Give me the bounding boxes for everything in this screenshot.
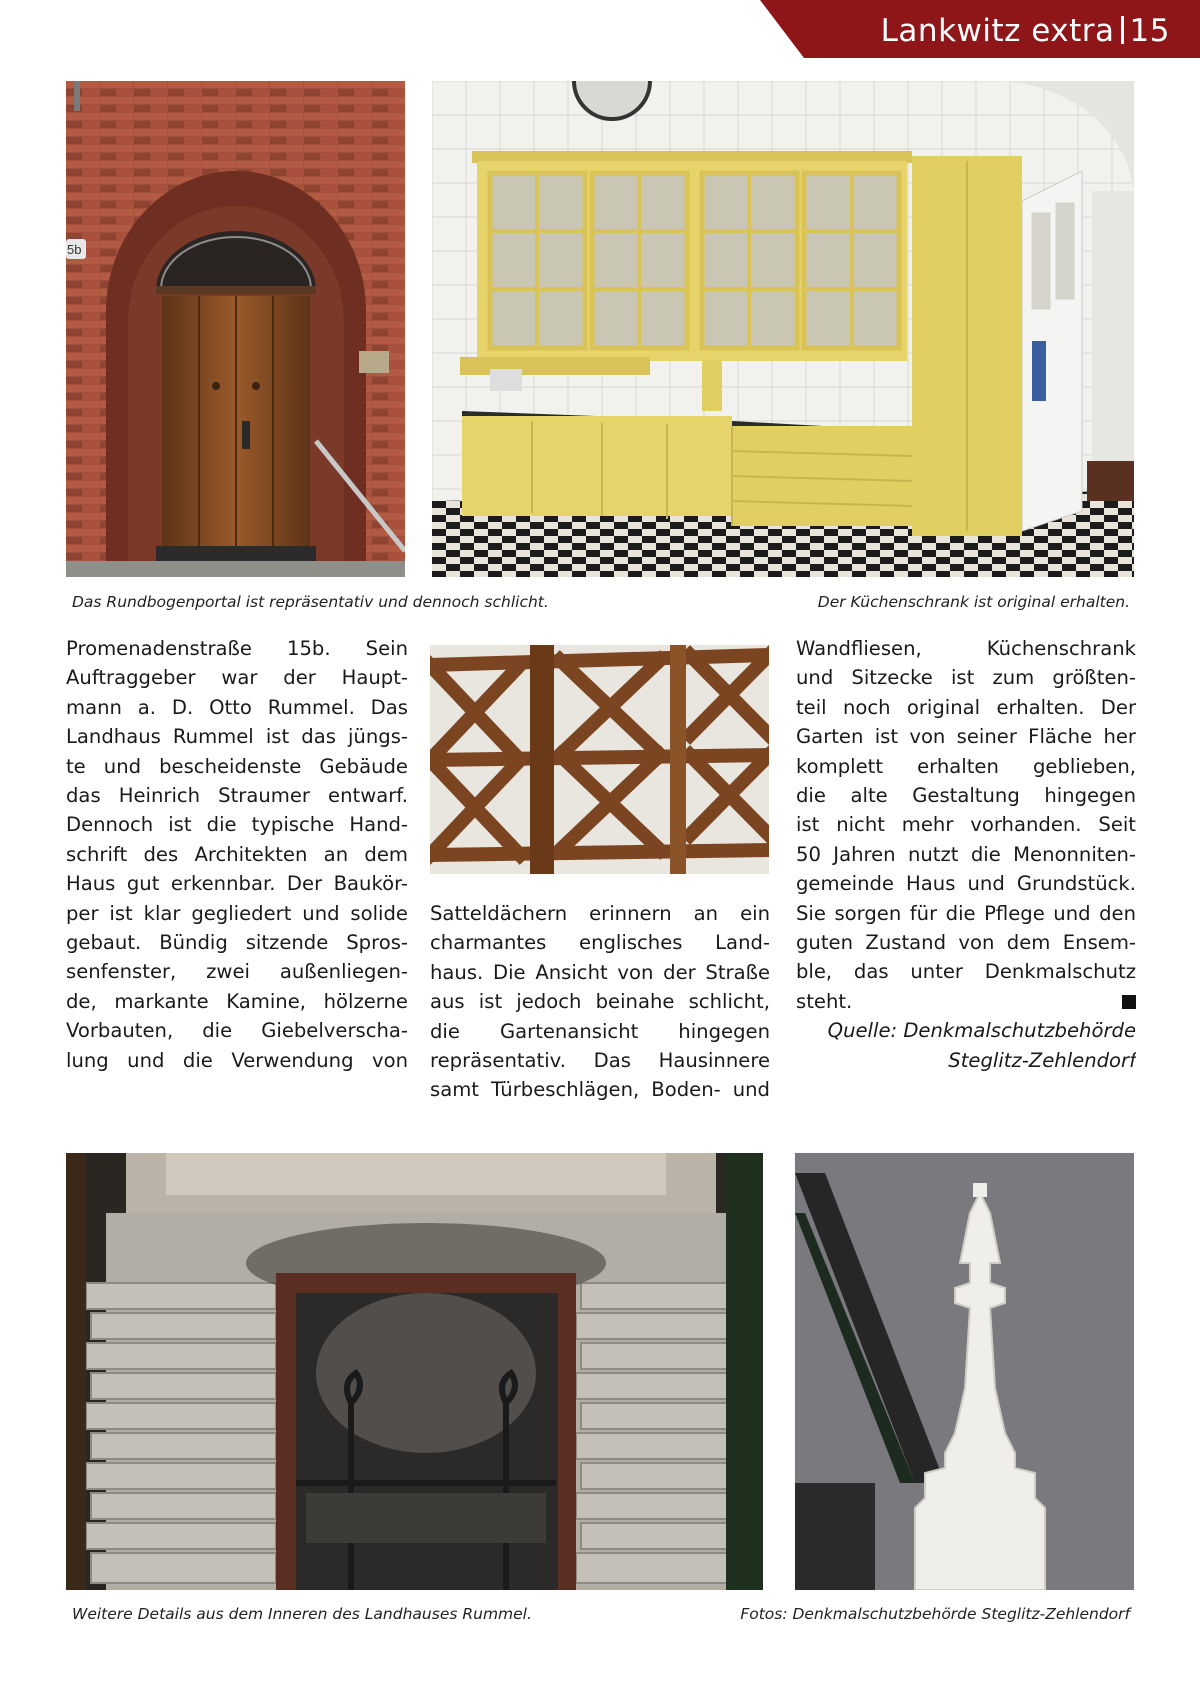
article-line: 50 Jahren nutzt die Menonniten- [796,842,1136,866]
source-line: Quelle: Denkmalschutzbehörde [827,1019,1136,1043]
article-line: repräsentativ. Das Hausinnere [430,1049,770,1073]
article-column-2 [430,899,770,1105]
header-separator [1121,16,1124,44]
article-line: mann a. D. Otto Rummel. Das [66,695,408,719]
article-line: ble, das unter Denkmalschutz [796,960,1136,984]
caption-details: Weitere Details aus dem Inneren des Landhauses Rummel. [72,1605,532,1623]
source-line: Steglitz-Zehlendorf [948,1048,1136,1072]
article-line: teil noch original erhalten. Der [796,695,1136,719]
article-line: gebaut. Bündig sitzende Spros- [66,931,408,955]
article-line: komplett erhalten geblieben, [796,754,1136,778]
article-line: Promenadenstraße 15b. Sein [66,637,408,660]
article-line: gemeinde Haus und Grundstück. [796,872,1136,896]
article-line: Satteldächern erinnern an ein [430,902,770,925]
page-number: 15 [1129,13,1170,49]
article-line: ist nicht mehr vorhanden. Seit [796,813,1136,837]
article-line: Sie sorgen für die Pflege und den [796,901,1136,925]
photo-newel-post [795,1153,1134,1590]
article-column-3 [796,634,1136,1075]
photo-round-arch-portal [66,81,405,577]
article-line: Dennoch ist die typische Hand- [66,813,408,837]
article-line: Landhaus Rummel ist das jüngs- [66,725,408,749]
article-line: aus ist jedoch beinahe schlicht, [430,990,770,1014]
house-number-sign: 5b [67,242,82,257]
article-line: haus. Die Ansicht von der Straße [430,960,770,984]
page-header-text [881,13,1170,49]
article-line: Garten ist von seiner Fläche her [796,725,1136,749]
article-line: die alte Gestaltung hingegen [796,784,1136,808]
article-line: charmantes englisches Land- [430,931,770,955]
article-line: schrift des Architekten an dem [66,842,408,866]
article-line: und Sitzecke ist zum größten- [796,666,1136,690]
article-line: de, markante Kamine, hölzerne [66,989,408,1013]
article-line: per ist klar gegliedert und solide [66,901,408,925]
article-line: senfenster, zwei außenliegen- [66,960,408,984]
article-line: guten Zustand von dem Ensem- [796,931,1136,955]
photo-credits: Fotos: Denkmalschutzbehörde Steglitz-Zehlendorf [740,1605,1130,1623]
article-line: samt Türbeschlägen, Boden- und [430,1078,770,1102]
article-line: Auftraggeber war der Haupt- [66,666,408,690]
article-line: Wandfliesen, Küchenschrank [796,637,1136,660]
photo-wooden-lattice [430,645,769,874]
article-line: Vorbauten, die Giebelverscha- [66,1019,408,1043]
article-column-1 [66,634,408,1075]
article-line: die Gartenansicht hingegen [430,1019,770,1043]
section-title: Lankwitz extra [880,13,1115,49]
caption-portal: Das Rundbogenportal ist repräsentativ und dennoch schlicht. [72,593,549,611]
article-line: lung und die Verwendung von [66,1048,408,1072]
article-last-line [796,987,1136,1016]
caption-kitchen: Der Küchenschrank ist original erhalten. [817,593,1130,611]
article-line: das Heinrich Straumer entwarf. [66,784,408,808]
article-line: te und bescheidenste Gebäude [66,754,408,778]
article-line: steht. [796,989,853,1013]
article-line: Haus gut erkennbar. Der Baukör- [66,872,408,896]
end-of-article-mark [1122,995,1136,1009]
photo-kitchen-cabinet [432,81,1134,577]
photo-fireplace [66,1153,763,1590]
